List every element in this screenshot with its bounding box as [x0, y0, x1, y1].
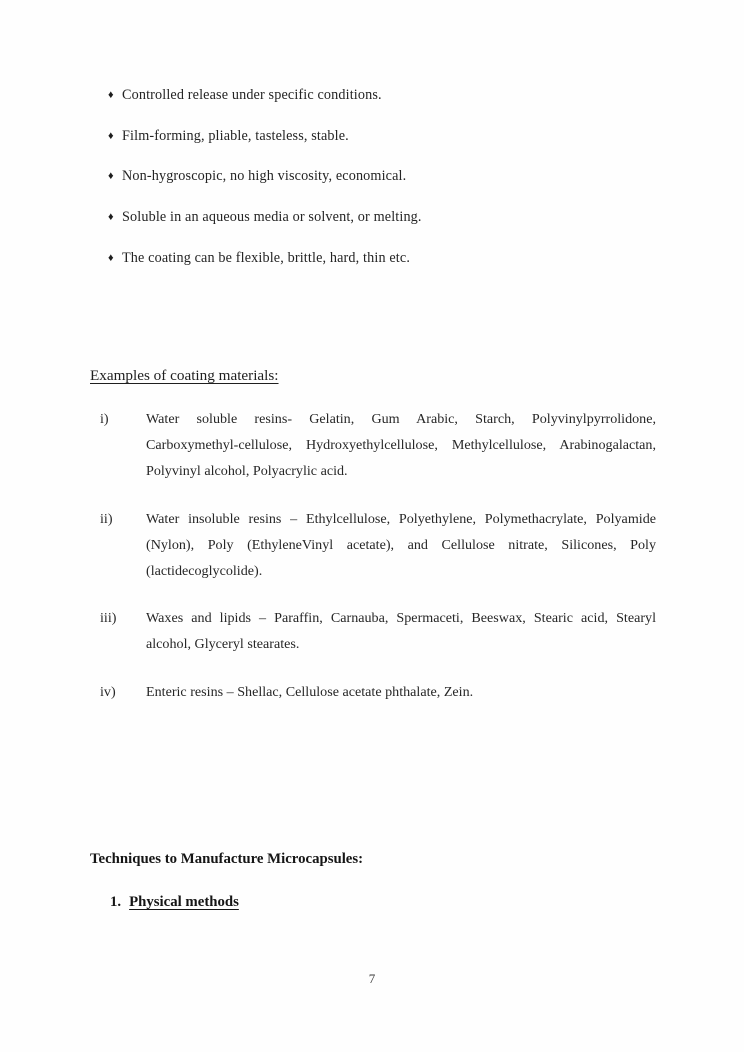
coating-properties-bullet-list — [108, 88, 668, 292]
coating-materials-roman-list — [100, 406, 656, 705]
list-item — [100, 406, 656, 485]
list-item-text: Water insoluble resins – Ethylcellulose, Polyethylene, Polymethacrylate, Polyamide (Nylon), Poly (EthyleneVinyl acetate), and Cellulose nitrate, Silicones, Poly (lactidecoglycolide). — [146, 510, 656, 580]
list-item-text: Non-hygroscopic, no high viscosity, economical. — [122, 168, 407, 185]
list-item — [100, 506, 656, 585]
techniques-list-item-physical-methods — [110, 895, 239, 910]
list-item-text: The coating can be flexible, brittle, hard, thin etc. — [122, 249, 411, 266]
list-item — [108, 251, 668, 265]
list-item — [100, 679, 656, 705]
diamond-bullet-icon: ♦ — [108, 251, 114, 264]
list-item-marker: iv) — [100, 683, 116, 700]
list-item — [108, 129, 668, 143]
list-item — [100, 605, 656, 657]
page-number: 7 — [368, 971, 376, 986]
list-item-text: Film-forming, pliable, tasteless, stable. — [122, 127, 349, 144]
list-item-marker: ii) — [100, 510, 113, 527]
section-heading-techniques: Techniques to Manufacture Microcapsules: — [90, 851, 364, 867]
list-item — [108, 169, 668, 183]
list-item — [108, 88, 668, 102]
list-item-label: Physical methods — [129, 894, 239, 910]
list-item-marker: iii) — [100, 610, 117, 627]
list-item-marker: i) — [100, 411, 109, 427]
list-item-text: Water soluble resins- Gelatin, Gum Arabic, Starch, Polyvinylpyrrolidone, Carboxymethyl-cellulose, Hydroxyethylcellulose, Methylcellulose, Arabinogalactan, Polyvinyl alcohol, Polyacrylic acid. — [146, 411, 656, 480]
list-item-marker: 1. — [110, 894, 122, 910]
list-item-text: Controlled release under specific conditions. — [122, 87, 382, 103]
diamond-bullet-icon: ♦ — [108, 129, 114, 142]
list-item-text: Soluble in an aqueous media or solvent, or melting. — [122, 209, 422, 226]
list-item-text: Waxes and lipids – Paraffin, Carnauba, Spermaceti, Beeswax, Stearic acid, Stearyl alcohol, Glyceryl stearates. — [146, 610, 656, 653]
section-heading-coating-materials: Examples of coating materials: — [90, 367, 279, 384]
diamond-bullet-icon: ♦ — [108, 170, 114, 183]
list-item — [108, 210, 668, 224]
list-item-text: Enteric resins – Shellac, Cellulose acetate phthalate, Zein. — [146, 683, 474, 700]
diamond-bullet-icon: ♦ — [108, 89, 114, 101]
diamond-bullet-icon: ♦ — [108, 211, 114, 224]
